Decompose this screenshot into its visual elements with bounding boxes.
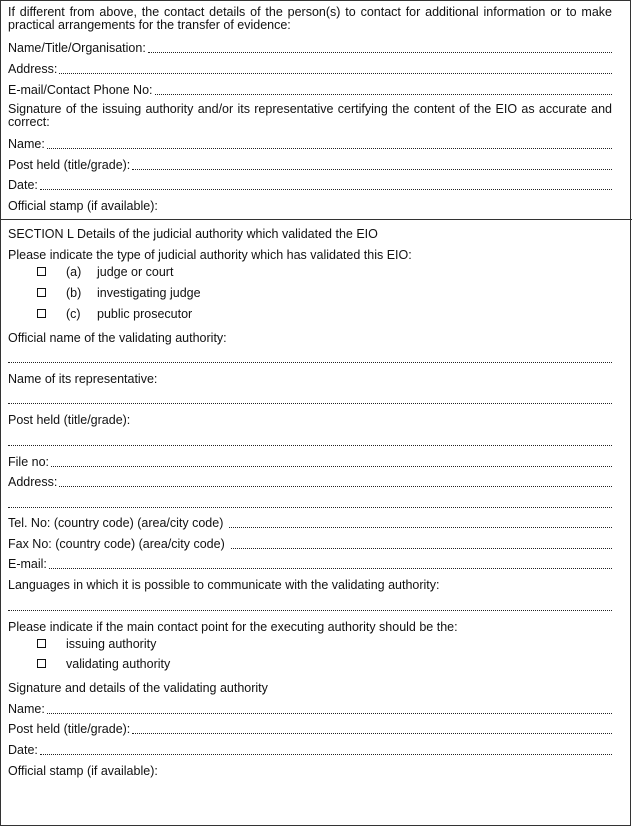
fill-line [59,61,612,74]
address-field-l-2[interactable] [8,495,612,511]
section-l-heading: SECTION L Details of the judicial authority which validated the EIO [8,227,378,241]
post-held-field-l2[interactable] [8,721,612,737]
tel-field[interactable] [8,515,612,531]
field-label: E-mail: [8,557,47,571]
email-phone-field[interactable] [8,82,612,98]
field-label: Post held (title/grade): [8,158,131,172]
option-letter: (a) [66,264,82,279]
address-field-l[interactable] [8,474,612,490]
contact-intro-text: If different from above, the contact details of the person(s) to contact for additional information or to make practical arrangements for the transfer of evidence: [8,5,612,32]
option-public-prosecutor[interactable] [37,306,193,321]
section-divider [0,219,632,220]
checkbox[interactable] [37,267,46,276]
fill-line [132,157,612,170]
option-investigating-judge[interactable] [37,285,201,300]
field-label: Date: [8,178,38,192]
fill-line [8,598,612,611]
option-label: investigating judge [97,285,201,300]
field-label: Name/Title/Organisation: [8,41,146,55]
authority-type-prompt: Please indicate the type of judicial authority which has validated this EIO: [8,248,412,262]
contact-point-prompt: Please indicate if the main contact point for the executing authority should be the: [8,620,458,634]
fill-line [49,556,612,569]
field-label: Name: [8,702,45,716]
address-field[interactable] [8,61,612,77]
checkbox[interactable] [37,288,46,297]
checkbox[interactable] [37,659,46,668]
field-label: File no: [8,455,49,469]
field-label: Post held (title/grade): [8,722,131,736]
representative-name-label: Name of its representative: [8,372,158,386]
field-label: Address: [8,62,58,76]
name-field[interactable] [8,136,612,152]
post-held-label: Post held (title/grade): [8,413,131,427]
checkbox[interactable] [37,639,46,648]
fill-line [231,536,612,549]
official-name-label: Official name of the validating authority: [8,331,227,345]
fill-line [47,701,612,714]
fill-line [229,515,612,528]
option-label: public prosecutor [97,306,193,321]
option-letter: (c) [66,306,81,321]
fill-line [47,136,612,149]
fill-line [8,495,612,508]
fill-line [8,433,612,446]
fill-line [40,177,612,190]
field-label: Name: [8,137,45,151]
languages-field[interactable] [8,598,612,614]
option-issuing-authority[interactable] [37,636,157,651]
fill-line [132,721,612,734]
field-label: E-mail/Contact Phone No: [8,83,153,97]
fill-line [8,350,612,363]
date-field-l[interactable] [8,742,612,758]
field-label: Fax No: (country code) (area/city code) [8,537,225,551]
field-label: Date: [8,743,38,757]
checkbox[interactable] [37,309,46,318]
representative-name-field[interactable] [8,391,612,407]
option-judge-or-court[interactable] [37,264,174,279]
official-name-field[interactable] [8,350,612,366]
file-no-field[interactable] [8,454,612,470]
fill-line [51,454,612,467]
option-validating-authority[interactable] [37,656,171,671]
field-label: Address: [8,475,58,489]
post-held-field[interactable] [8,157,612,173]
fill-line [8,391,612,404]
fill-line [40,742,612,755]
date-field[interactable] [8,177,612,193]
email-field[interactable] [8,556,612,572]
official-stamp-label: Official stamp (if available): [8,199,158,213]
validating-signature-heading: Signature and details of the validating authority [8,681,268,695]
post-held-field-l[interactable] [8,433,612,449]
field-label: Tel. No: (country code) (area/city code) [8,516,224,530]
name-field-l[interactable] [8,701,612,717]
fill-line [148,40,612,53]
option-label: judge or court [97,264,174,279]
option-label: validating authority [66,656,171,671]
option-label: issuing authority [66,636,157,651]
name-title-org-field[interactable] [8,40,612,56]
fax-field[interactable] [8,536,612,552]
signature-certification-text: Signature of the issuing authority and/or its representative certifying the content of the EIO as accurate and correct: [8,102,612,129]
official-stamp-label-l: Official stamp (if available): [8,764,158,778]
option-letter: (b) [66,285,82,300]
fill-line [59,474,612,487]
fill-line [155,82,612,95]
languages-label: Languages in which it is possible to communicate with the validating authority: [8,578,440,592]
